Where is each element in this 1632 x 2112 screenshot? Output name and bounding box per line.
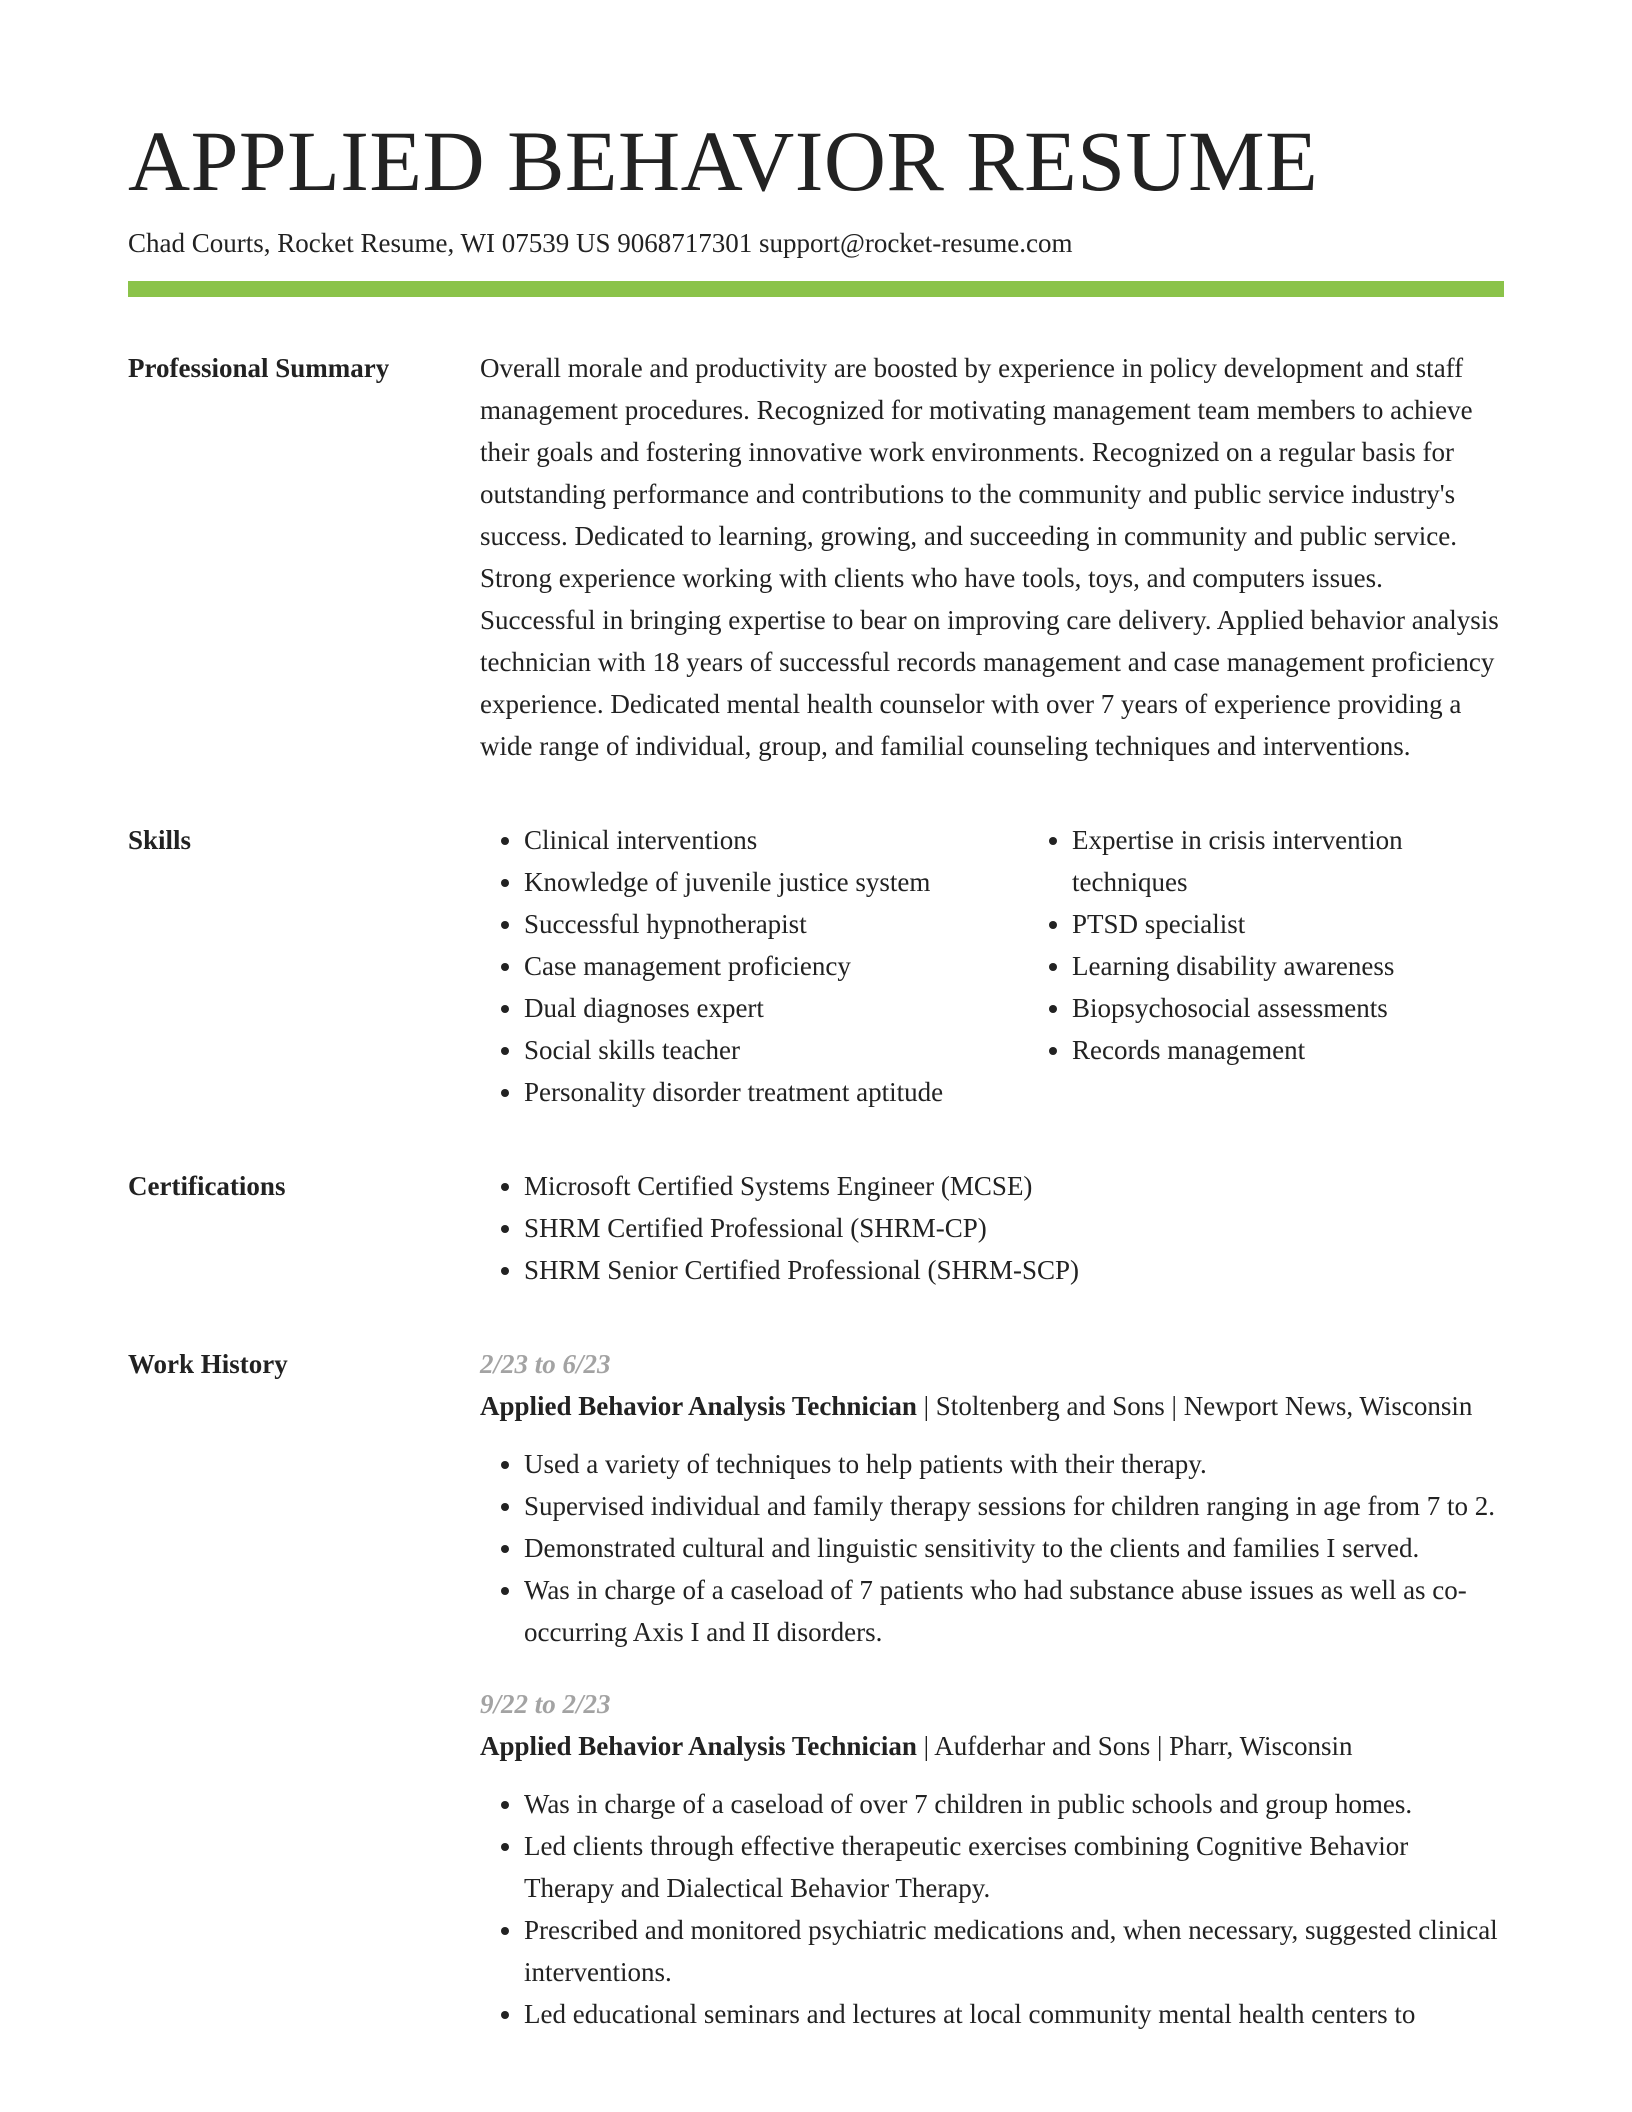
section-skills xyxy=(128,819,1504,1113)
section-summary xyxy=(128,347,1504,767)
skill-item: • Dual diagnoses expert xyxy=(524,987,1028,1029)
skill-item: • Successful hypnotherapist xyxy=(524,903,1028,945)
job-entry xyxy=(480,1343,1504,1653)
skill-item: • Knowledge of juvenile justice system xyxy=(524,861,1028,903)
job-bullet: • Led educational seminars and lectures at local community mental health centers to xyxy=(524,1993,1504,2035)
certification-item: • SHRM Certified Professional (SHRM-CP) xyxy=(524,1207,1504,1249)
certifications-body xyxy=(480,1165,1504,1291)
certification-item: • Microsoft Certified Systems Engineer (MCSE) xyxy=(524,1165,1504,1207)
work-history-body xyxy=(480,1343,1504,2065)
skill-item: • Case management proficiency xyxy=(524,945,1028,987)
job-bullet: • Used a variety of techniques to help patients with their therapy. xyxy=(524,1443,1504,1485)
job-bullets xyxy=(480,1783,1504,2035)
job-title: Applied Behavior Analysis Technician xyxy=(480,1731,917,1762)
job-bullet: • Led clients through effective therapeutic exercises combining Cognitive Behavior Therapy and Dialectical Behavior Therapy. xyxy=(524,1825,1504,1909)
job-bullet: • Demonstrated cultural and linguistic sensitivity to the clients and families I served. xyxy=(524,1527,1504,1569)
skill-item: • Expertise in crisis intervention techniques xyxy=(1072,819,1504,903)
skills-column-b xyxy=(1028,819,1504,1113)
job-heading xyxy=(480,1725,1504,1767)
certifications-list xyxy=(480,1165,1504,1291)
job-bullets xyxy=(480,1443,1504,1653)
job-entry xyxy=(480,1683,1504,2035)
section-label-certifications: Certifications xyxy=(128,1171,286,1202)
skill-item: • Learning disability awareness xyxy=(1072,945,1504,987)
job-bullet: • Supervised individual and family therapy sessions for children ranging in age from 7 to 2. xyxy=(524,1485,1504,1527)
job-title: Applied Behavior Analysis Technician xyxy=(480,1391,917,1422)
job-dates: 2/23 to 6/23 xyxy=(480,1349,611,1380)
certification-item: • SHRM Senior Certified Professional (SHRM-SCP) xyxy=(524,1249,1504,1291)
contact-line: Chad Courts, Rocket Resume, WI 07539 US 9068717301 support@rocket-resume.com xyxy=(128,228,1073,258)
resume-title: APPLIED BEHAVIOR RESUME xyxy=(128,113,1319,209)
summary-text: Overall morale and productivity are boosted by experience in policy development and staff management procedures. Recognized for motivating management team members to achieve their goals and fostering innovative work environments. Recognized on a regular basis for outstanding performance and contributions to the community and public service industry's success. Dedicated to learning, growing, and succeeding in community and public service. Strong experience working with clients who have tools, toys, and computers issues. Successful in bringing expertise to bear on improving care delivery. Applied behavior analysis technician with 18 years of successful records management and case management proficiency experience. Dedicated mental health counselor with over 7 years of experience providing a wide range of individual, group, and familial counseling techniques and interventions. xyxy=(480,353,1499,762)
skill-item: • PTSD specialist xyxy=(1072,903,1504,945)
job-dates: 9/22 to 2/23 xyxy=(480,1689,611,1720)
job-details: | Aufderhar and Sons | Pharr, Wisconsin xyxy=(916,1731,1353,1762)
skill-item: • Social skills teacher xyxy=(524,1029,1028,1071)
job-details: | Stoltenberg and Sons | Newport News, Wisconsin xyxy=(916,1391,1473,1422)
job-bullet: • Was in charge of a caseload of over 7 children in public schools and group homes. xyxy=(524,1783,1504,1825)
skill-item: • Records management xyxy=(1072,1029,1504,1071)
accent-rule xyxy=(128,281,1504,297)
skills-column-a xyxy=(480,819,1028,1113)
job-bullet: • Was in charge of a caseload of 7 patients who had substance abuse issues as well as co-occurring Axis I and II disorders. xyxy=(524,1569,1504,1653)
section-label-summary: Professional Summary xyxy=(128,353,390,384)
resume-page xyxy=(128,113,1504,2065)
section-work-history xyxy=(128,1343,1504,2065)
skills-grid xyxy=(480,819,1504,1113)
job-heading xyxy=(480,1385,1504,1427)
section-certifications xyxy=(128,1165,1504,1291)
skill-item: • Biopsychosocial assessments xyxy=(1072,987,1504,1029)
skill-item: • Clinical interventions xyxy=(524,819,1028,861)
summary-body xyxy=(480,347,1504,767)
skill-item: • Personality disorder treatment aptitude xyxy=(524,1071,1028,1113)
section-label-work-history: Work History xyxy=(128,1349,288,1380)
job-bullet: • Prescribed and monitored psychiatric medications and, when necessary, suggested clinical interventions. xyxy=(524,1909,1504,1993)
section-label-skills: Skills xyxy=(128,825,192,856)
